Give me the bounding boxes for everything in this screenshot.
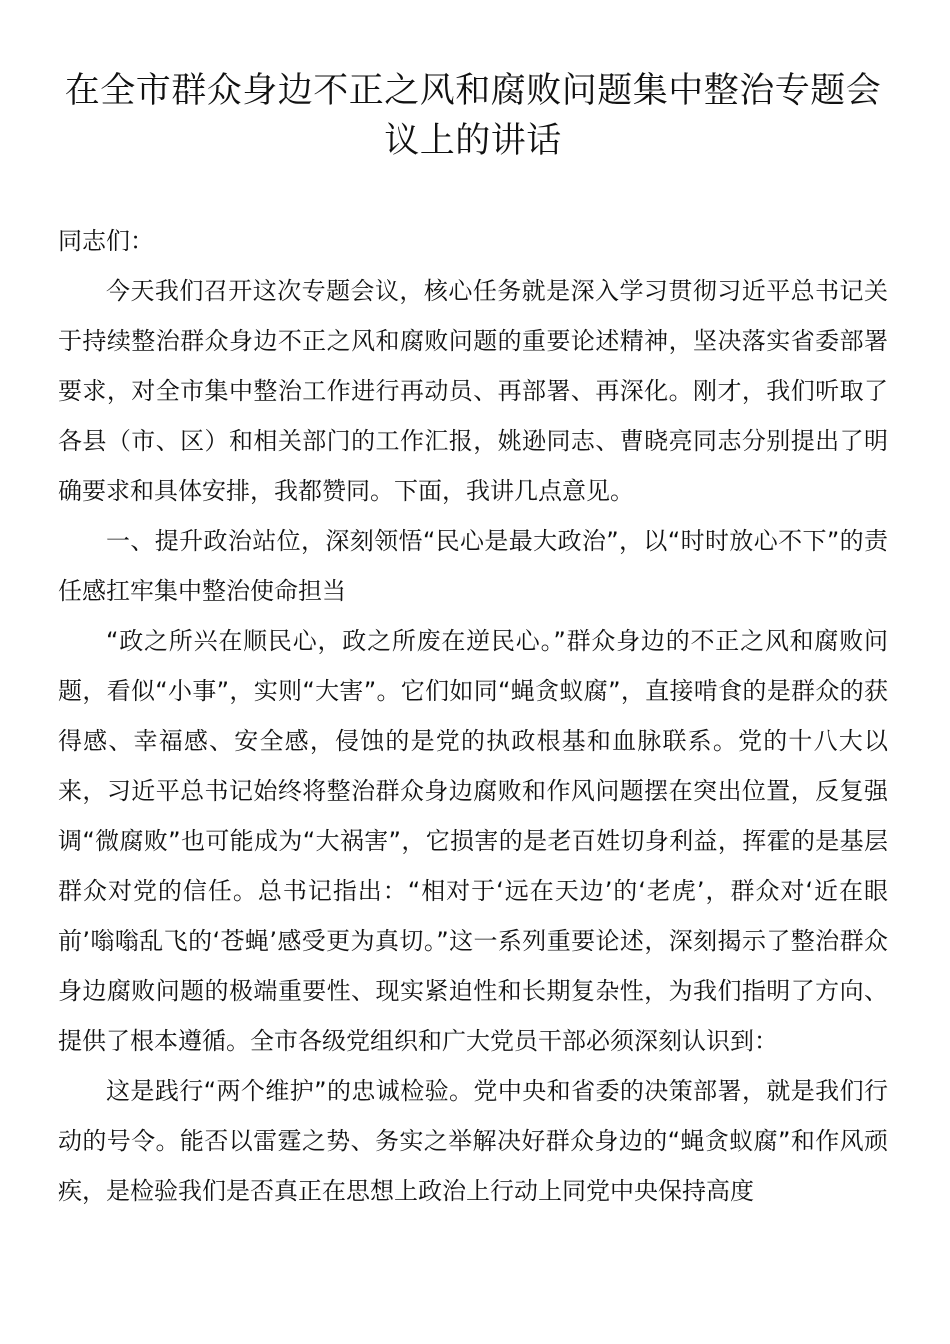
document-page [58,66,888,1205]
paragraph-intro: 今天我们召开这次专题会议，核心任务就是深入学习贯彻习近平总书记关于持续整治群众身边不正之风和腐败问题的重要论述精神，坚决落实省委部署要求，对全市集中整治工作进行再动员、再部署、再深化。刚才，我们听取了各县（市、区）和相关部门的工作汇报，姚逊同志、曹晓亮同志分别提出了明确要求和具体安排，我都赞同。下面，我讲几点意见。 [58,277,888,505]
paragraph-body-1: “政之所兴在顺民心，政之所废在逆民心。”群众身边的不正之风和腐败问题，看似“小事”，实则“大害”。它们如同“蝇贪蚁腐”，直接啃食的是群众的获得感、幸福感、安全感，侵蚀的是党的执政根基和血脉联系。党的十八大以来，习近平总书记始终将整治群众身边腐败和作风问题摆在突出位置，反复强调“微腐败”也可能成为“大祸害”，它损害的是老百姓切身利益，挥霍的是基层群众对党的信任。总书记指出：“相对于‘远在天边’的‘老虎’，群众对‘近在眼前’嗡嗡乱飞的‘苍蝇’感受更为真切。”这一系列重要论述，深刻揭示了整治群众身边腐败问题的极端重要性、现实紧迫性和长期复杂性，为我们指明了方向、提供了根本遵循。全市各级党组织和广大党员干部必须深刻认识到： [58,627,888,1055]
section-heading-1: 一、提升政治站位，深刻领悟“民心是最大政治”，以“时时放心不下”的责任感扛牢集中整治使命担当 [58,527,888,605]
paragraph-body-2: 这是践行“两个维护”的忠诚检验。党中央和省委的决策部署，就是我们行动的号令。能否以雷霆之势、务实之举解决好群众身边的“蝇贪蚁腐”和作风顽疾，是检验我们是否真正在思想上政治上行动上同党中央保持高度 [58,1077,888,1205]
document-title: 在全市群众身边不正之风和腐败问题集中整治专题会议上的讲话 [64,71,882,161]
document-body [58,216,888,1216]
salutation: 同志们： [58,227,154,255]
